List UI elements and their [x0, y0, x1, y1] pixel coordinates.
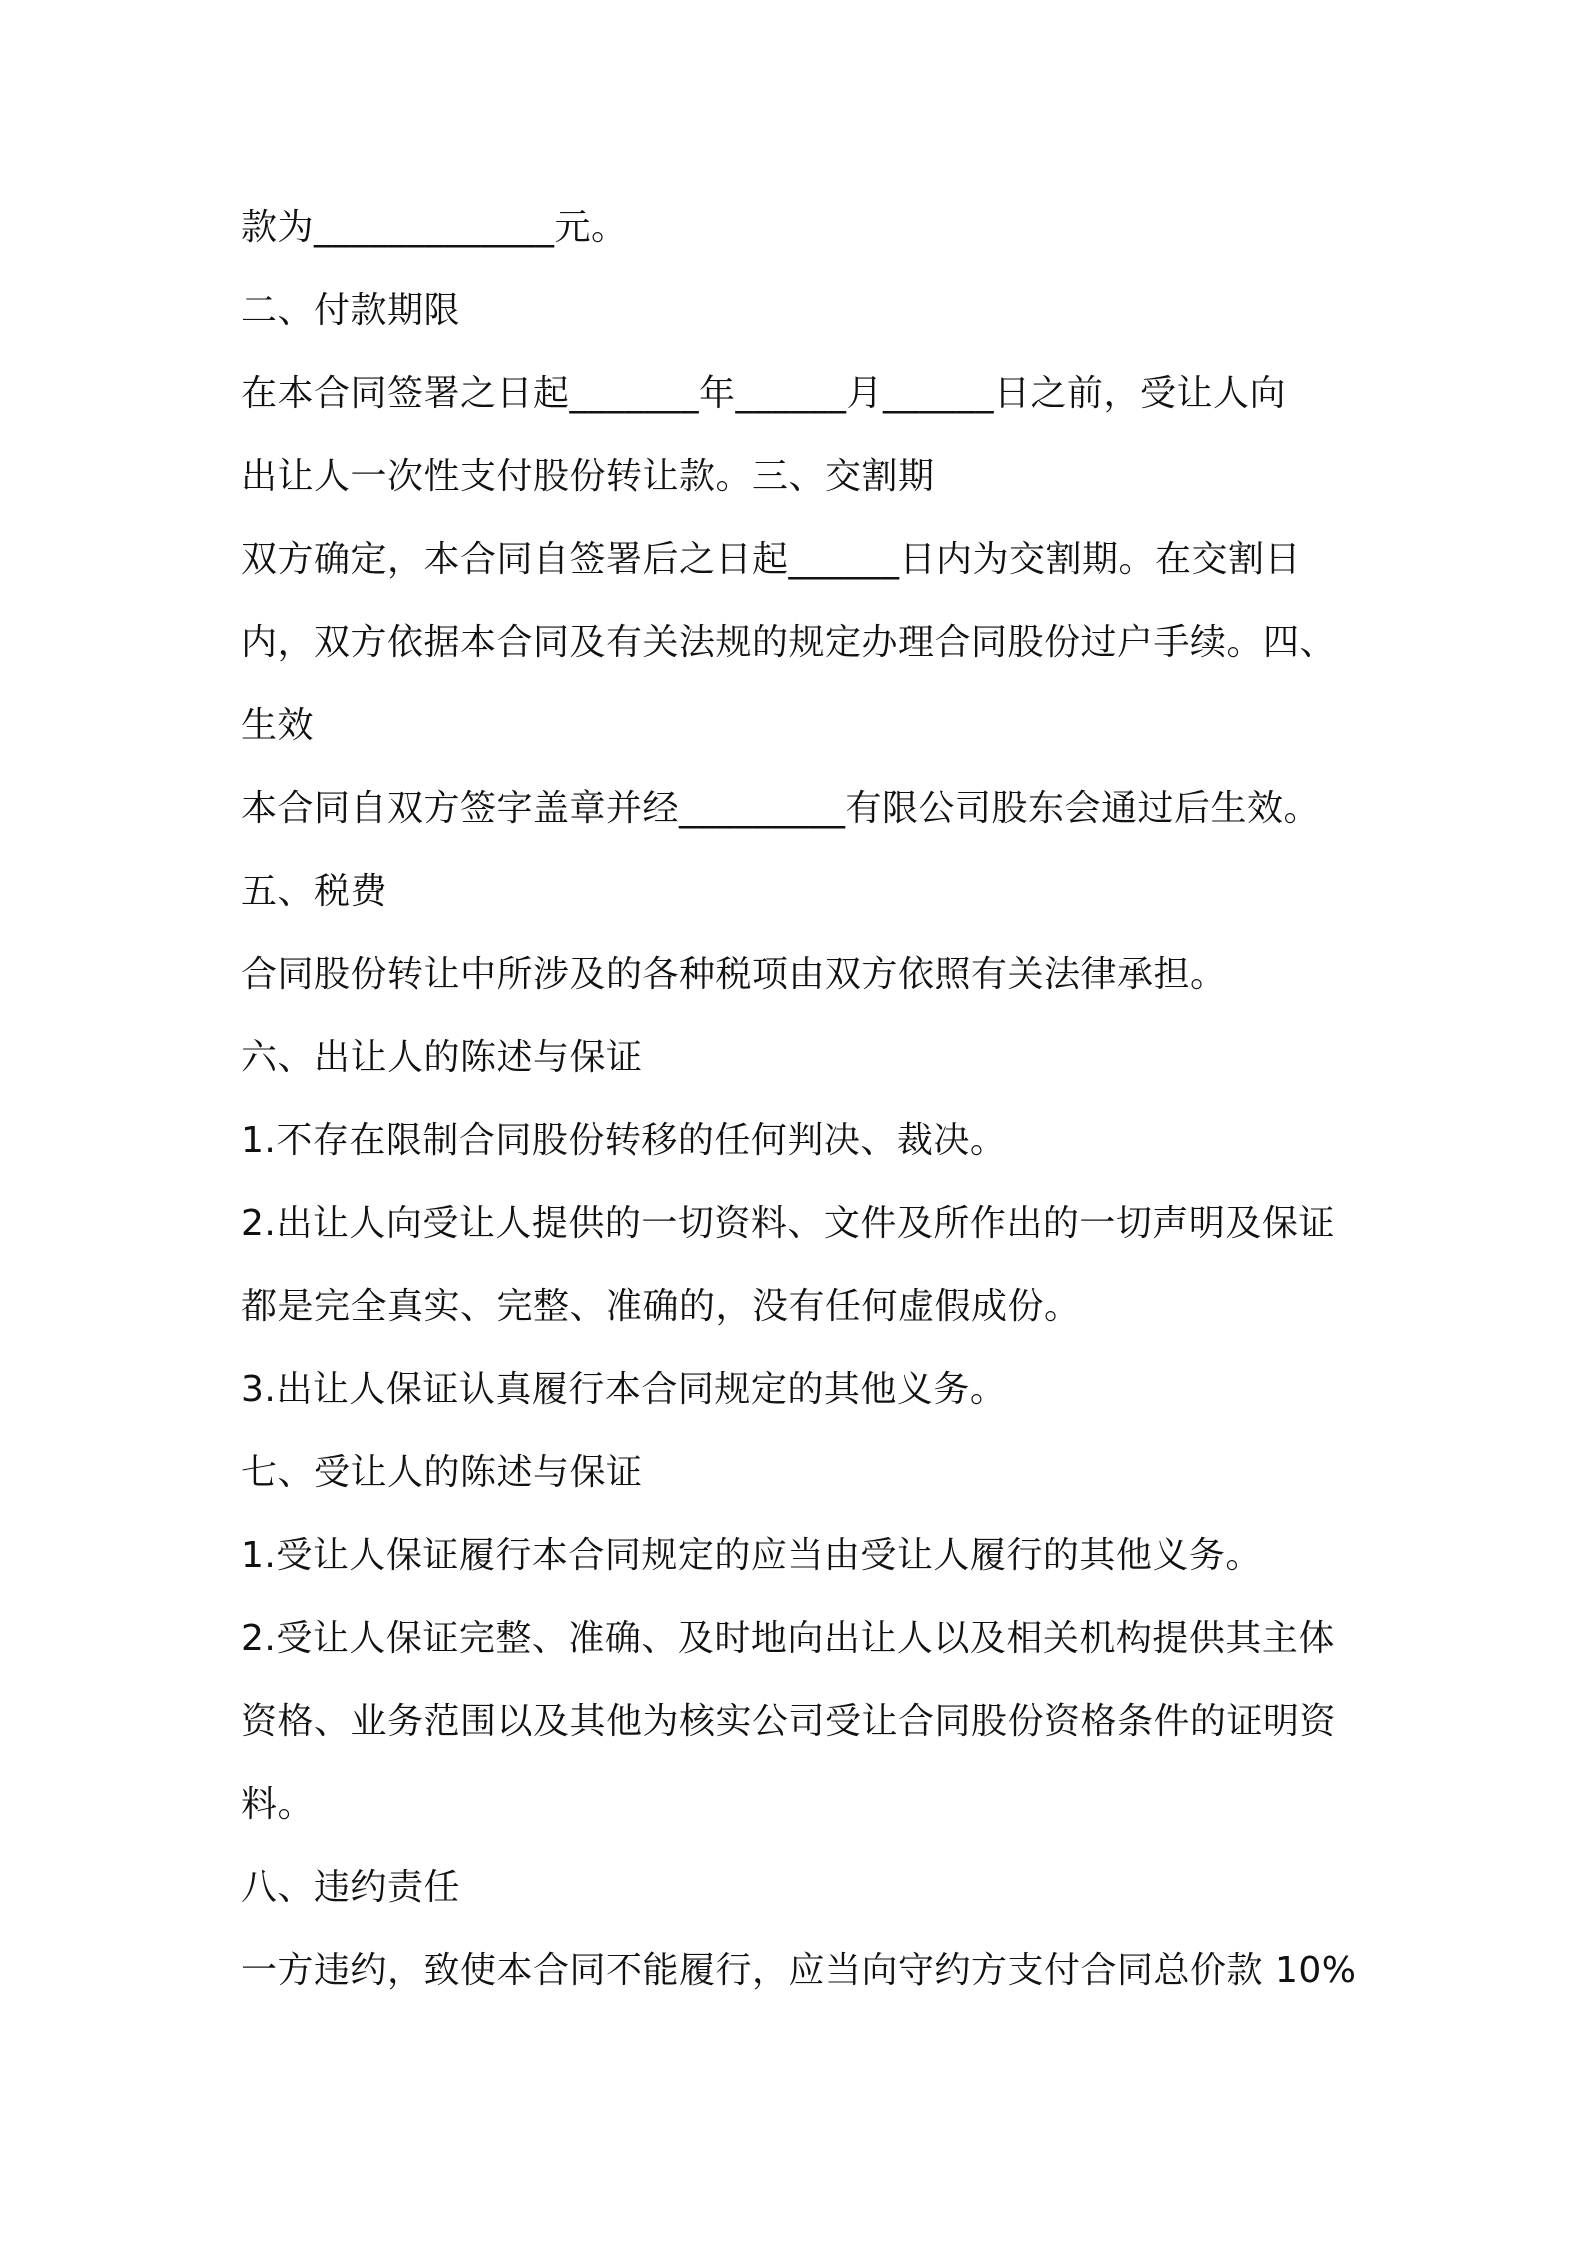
heading-taxes: 五、税费	[241, 871, 388, 912]
heading-breach-liability: 八、违约责任	[241, 1867, 461, 1908]
list-item: 2.受让人保证完整、准确、及时地向出让人以及相关机构提供其主体	[241, 1618, 1335, 1659]
heading-transferee-warranties: 七、受让人的陈述与保证	[241, 1452, 643, 1493]
text-line: 内，双方依据本合同及有关法规的规定办理合同股份过户手续。四、	[241, 622, 1337, 663]
list-item: 2.出让人向受让人提供的一切资料、文件及所作出的一切声明及保证	[241, 1203, 1335, 1244]
text-line: 料。	[241, 1784, 315, 1825]
text-line-payment-amount: 款为_____________元。	[241, 207, 628, 248]
heading-transferor-warranties: 六、出让人的陈述与保证	[241, 1037, 643, 1078]
list-item: 1.不存在限制合同股份转移的任何判决、裁决。	[241, 1120, 1007, 1161]
text-line: 本合同自双方签字盖章并经_________有限公司股东会通过后生效。	[241, 788, 1321, 829]
text-line: 生效	[241, 705, 315, 746]
text-line: 在本合同签署之日起_______年______月______日之前，受让人向	[241, 373, 1287, 414]
list-item: 3.出让人保证认真履行本合同规定的其他义务。	[241, 1369, 1007, 1410]
text-line: 合同股份转让中所涉及的各种税项由双方依照有关法律承担。	[241, 954, 1227, 995]
text-line: 资格、业务范围以及其他为核实公司受让合同股份资格条件的证明资	[241, 1701, 1337, 1742]
text-line: 都是完全真实、完整、准确的，没有任何虚假成份。	[241, 1286, 1081, 1327]
list-item: 1.受让人保证履行本合同规定的应当由受让人履行的其他义务。	[241, 1535, 1262, 1576]
text-line: 双方确定，本合同自签署后之日起______日内为交割期。在交割日	[241, 539, 1302, 580]
text-line: 一方违约，致使本合同不能履行，应当向守约方支付合同总价款 10%	[241, 1950, 1357, 1991]
text-line: 出让人一次性支付股份转让款。三、交割期	[241, 456, 935, 497]
heading-payment-term: 二、付款期限	[241, 290, 461, 331]
